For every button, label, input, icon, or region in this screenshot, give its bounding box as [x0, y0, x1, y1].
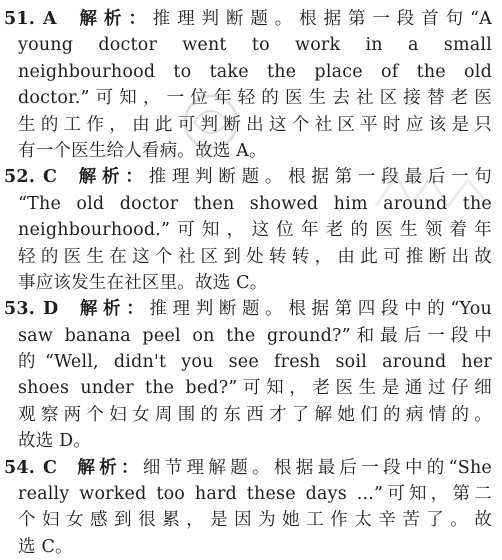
answer-54-line-3: 个妇女感到很累，是因为她工作太辛苦了。故 [18, 510, 492, 531]
answer-53-line-3: 的“Well, didn't you see fresh soil around her [18, 352, 492, 373]
answer-52-line-3: neighbourhood.”可知，这位年老的医生领着年 [18, 220, 492, 241]
answer-52-line-5: 事应该发生在社区里。故选 C。 [18, 272, 268, 293]
answer-52 [4, 164, 492, 296]
answer-text: 推理判断题。根据第一段最后一句 [148, 167, 492, 188]
answer-54-line-1 [4, 455, 492, 481]
answer-text: 细节理解题。根据最后一段中的“She [142, 457, 492, 478]
answer-53-line-4: shoes under the bed?”可知，老医生是通过仔细 [18, 378, 492, 399]
answer-text: 推理判断题。根据第四段中的“You [149, 299, 492, 320]
answer-54 [4, 455, 492, 560]
answer-51-line-6: 有一个医生给人看病。故选 A。 [18, 140, 267, 161]
analysis-label: 解析： [73, 457, 143, 478]
analysis-label: 解析： [74, 299, 150, 320]
answer-text: 推理判断题。根据第一段首句“A [152, 9, 492, 29]
answer-choice: D [43, 299, 59, 320]
answer-54-line-2: really worked too hard these days ...”可知，第二 [18, 484, 492, 505]
answer-51-line-2: young doctor went to work in a small [18, 35, 492, 56]
answer-number: 52. [4, 167, 36, 188]
answer-52-line-4: 轻的医生在这个社区到处转转，由此可推断出故 [18, 246, 492, 267]
answer-choice: C [43, 167, 58, 188]
answer-number: 51. [4, 9, 36, 29]
answer-51-line-1 [4, 6, 492, 32]
analysis-label: 解析： [73, 167, 149, 188]
answer-51-line-3: neighbourhood to take the place of the old [18, 61, 492, 82]
answer-53 [4, 296, 492, 454]
answer-53-line-6: 故选 D。 [18, 431, 92, 452]
answer-53-line-2: saw banana peel on the ground?”和最后一段中 [18, 325, 492, 346]
answer-number: 53. [4, 299, 36, 320]
answer-51 [4, 6, 492, 164]
answer-51-line-4: doctor.”可知，一位年轻的医生去社区接替老医 [18, 88, 492, 109]
answer-52-line-2: “The old doctor then showed him around the [18, 193, 492, 214]
answer-52-line-1 [4, 164, 492, 190]
analysis-label: 解析： [72, 9, 153, 29]
answer-54-line-4: 选 C。 [18, 536, 73, 557]
answer-choice: A [43, 9, 57, 29]
answer-number: 54. [4, 457, 36, 478]
answer-51-line-5: 生的工作，由此可判断出这个社区平时应该是只 [18, 114, 492, 135]
answer-53-line-1 [4, 296, 492, 322]
answer-53-line-5: 观察两个妇女周围的东西才了解她们的病情的。 [18, 404, 492, 425]
answer-choice: C [43, 457, 58, 478]
